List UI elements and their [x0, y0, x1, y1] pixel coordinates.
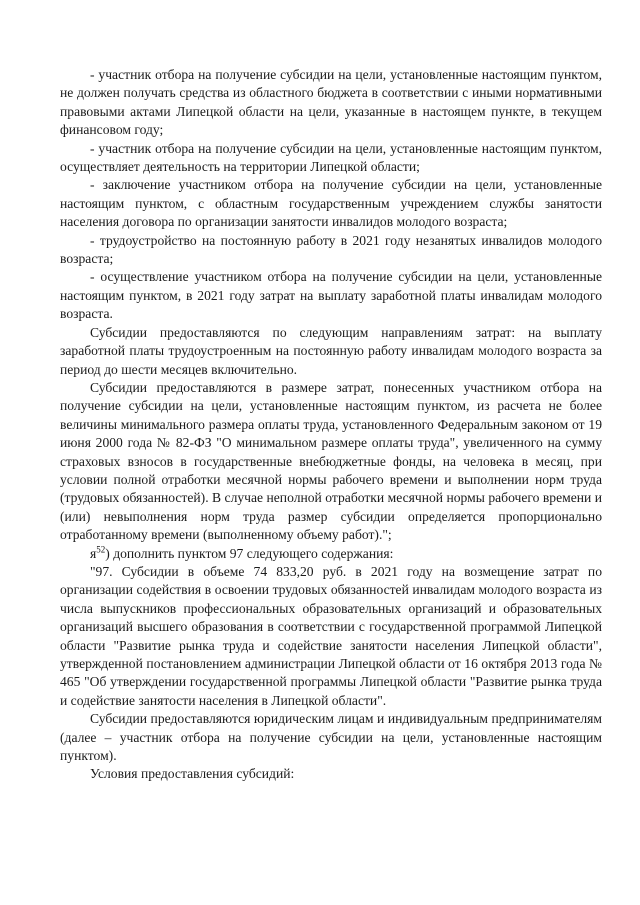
- paragraph-5: - осуществление участником отбора на получение субсидии на цели, установленные настоящим пунктом, в 2021 году затрат на выплату заработной платы инвалидам молодого возраста.: [60, 269, 602, 322]
- amendment-superscript: 52: [96, 544, 106, 555]
- paragraph-7: Субсидии предоставляются в размере затрат, понесенных участником отбора на получение субсидии на цели, установленные настоящим пунктом, из расчета не более величины минимального размера оплаты труда, установленного Федеральным законом от 19 июня 2000 года № 82-ФЗ "О минимальном размере оплаты труда", увеличенного на сумму страховых взносов в государственные внебюджетные фонды, на человека в месяц, при условии полной отработки месячной нормы рабочего времени и выполнении норм труда (трудовых обязанностей). В случае неполной отработки месячной нормы рабочего времени и (или) невыполнения норм труда размер субсидии определяется пропорционально отработанному времени (выполненному объему работ).";: [60, 379, 602, 543]
- paragraph-3: - заключение участником отбора на получение субсидии на цели, установленные настоящим пунктом, с областным государственным учреждением службы занятости населения договора по организации занятости инвалидов молодого возраста;: [60, 177, 602, 230]
- paragraph-10: Условия предоставления субсидий:: [90, 766, 295, 782]
- paragraph-8: "97. Субсидии в объеме 74 833,20 руб. в 2021 году на возмещение затрат по организации содействия в освоении трудовых обязанностей инвалидам молодого возраста из числа выпускников профессиональных образовательных организаций и образовательных организаций высшего образования в соответствии с государственной программой Липецкой области "Развитие рынка труда и содействие занятости населения Липецкой области", утвержденной постановлением администрации Липецкой области от 16 октября 2013 года № 465 "Об утверждении государственной программы Липецкой области "Развитие рынка труда и содействие занятости населения в Липецкой области".: [60, 563, 602, 708]
- paragraph-4: - трудоустройство на постоянную работу в 2021 году незанятых инвалидов молодого возраста;: [60, 232, 602, 267]
- amendment-prefix: я: [90, 545, 97, 561]
- paragraph-2: - участник отбора на получение субсидии на цели, установленные настоящим пунктом, осуществляет деятельность на территории Липецкой области;: [60, 140, 602, 175]
- amendment-text: ) дополнить пунктом 97 следующего содержания:: [105, 545, 394, 561]
- paragraph-1: - участник отбора на получение субсидии на цели, установленные настоящим пунктом, не должен получать средства из областного бюджета в соответствии с иными нормативными правовыми актами Липецкой области на цели, указанные в настоящем пункте, в текущем финансовом году;: [60, 67, 602, 138]
- paragraph-9: Субсидии предоставляются юридическим лицам и индивидуальным предпринимателям (далее – участник отбора на получение субсидии на цели, установленные настоящим пунктом).: [60, 711, 602, 764]
- amendment-line: [60, 545, 602, 563]
- paragraph-6: Субсидии предоставляются по следующим направлениям затрат: на выплату заработной платы трудоустроенным на постоянную работу инвалидам молодого возраста за период до шести месяцев включительно.: [60, 324, 602, 377]
